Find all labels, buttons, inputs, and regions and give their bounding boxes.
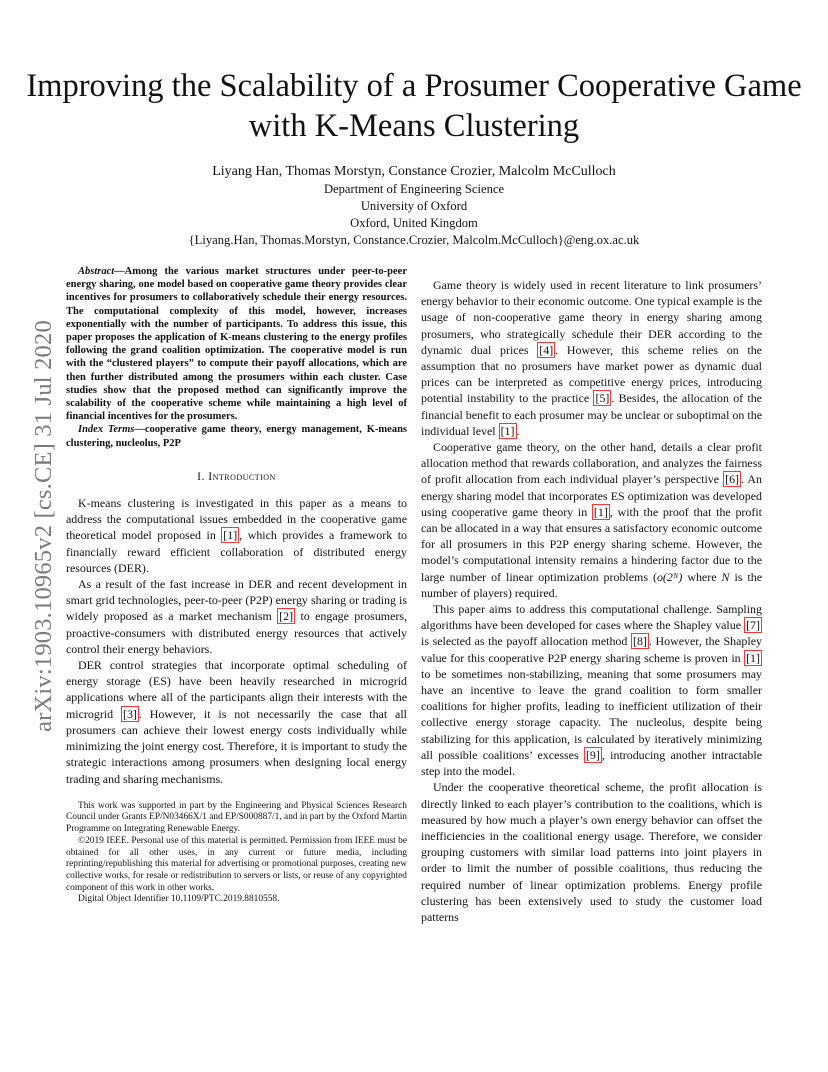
math-variable: N: [721, 569, 730, 584]
abstract-lead: Abstract: [78, 266, 115, 277]
citation-link[interactable]: [8]: [632, 634, 647, 649]
affiliation-block: [0, 181, 828, 249]
citation-link[interactable]: [1]: [593, 504, 608, 519]
citation-link[interactable]: [1]: [500, 423, 515, 438]
abstract-text: —Among the various market structures under peer-to-peer energy sharing, one model based on cooperative game theory provides clear incentives for prosumers to collaboratively schedule their energy resources. The computational complexity of this model, however, increases exponentially with the number of participants. To address this issue, this paper proposes the application of K-means clustering to the energy profiles following the grand coalition optimization. The cooperative model is run with the “clustered players” to compute their payoff allocations, which are then further distributed among the prosumers within each cluster. Case studies show that the proposed method can significantly improve the scalability of the cooperative scheme while maintaining a high level of financial incentives for the prosumers.: [66, 266, 407, 423]
citation-link[interactable]: [1]: [746, 650, 760, 665]
paragraph: This paper aims to address this computational challenge. Sampling algorithms have been developed for cases where the Shapley value [7] is selected as the payoff allocation method [8] . However, the Shapley value for this cooperative P2P energy sharing scheme is proven in [1] to be sometimes non-stabilizing, meaning that some prosumers may have an incentive to leave the grand coalition to form smaller coalitions for higher profits, leading to inefficient utilization of their collective energy storage capacity. The nucleolus, despite being stabilizing for this application, is calculated by iteratively minimizing all possible coalitions’ excesses [9] , introducing another intractable step into the model.: [421, 602, 762, 779]
footnote-doi: Digital Object Identifier 10.1109/PTC.2019.8810558.: [78, 894, 280, 905]
section-name: Introduction: [208, 470, 276, 483]
affiliation-line: University of Oxford: [360, 199, 468, 213]
index-terms-text: —cooperative game theory, energy management, K-means clustering, nucleolus, P2P: [66, 424, 407, 449]
arxiv-stamp: [20, 296, 68, 756]
affiliation-line: Oxford, United Kingdom: [350, 216, 478, 230]
index-terms-lead: Index Terms: [78, 424, 135, 436]
citation-link[interactable]: [5]: [595, 391, 610, 406]
footnote-copyright: ©2019 IEEE. Personal use of this material is permitted. Permission from IEEE must be obtained for all other uses, in any current or future media, including reprinting/republishing this material for advertising or promotional purposes, creating new collective works, for resale or redistribution to servers or lists, or reuse of any copyrighted component of this work in other works.: [66, 835, 407, 893]
citation-link[interactable]: [3]: [122, 706, 137, 721]
section-number: I.: [197, 470, 209, 483]
footnotes: [66, 801, 407, 906]
paragraph: Under the cooperative theoretical scheme, the profit allocation is directly linked to each player’s contribution to the coalitions, which is measured by how much a player’s own energy behavior can offset the inefficiencies in the coalitional energy usage. Therefore, we consider grouping customers with similar load patterns into joint players in order to limit the number of possible coalitions, thus reducing the required number of linear optimization problems. Energy profile clustering has been extensively used to study the customer load patterns: [421, 780, 762, 924]
math-complexity: o(2ᴺ): [656, 569, 683, 584]
paragraph: Game theory is widely used in recent literature to link prosumers’ energy behavior to their economic outcome. One typical example is the usage of non-cooperative game theory in energy sharing among prosumers, who strategically schedule their DER according to the dynamic dual prices [4] . However, this scheme relies on the assumption that no prosumers have market power as dynamic dual prices can be interpreted as competitive energy prices, introducing potential instability to the practice [5] . Besides, the allocation of the financial benefit to each prosumer may be unclear or suboptimal on the individual level [1] .: [421, 278, 762, 438]
arxiv-identifier: arXiv:1903.10965v2 [cs.CE] 31 Jul 2020: [30, 320, 58, 732]
paragraph: Cooperative game theory, on the other hand, details a clear profit allocation method that rewards collaboration, and analyzes the fairness of profit allocation from each individual player’s perspective [6] . An energy sharing model that incorporates ES optimization was developed using cooperative game theory in [1] , with the proof that the profit can be allocated in a way that ensures a satisfactory economic outcome for all prosumers in this P2P energy sharing scheme. However, the model’s computational intensity remains a hindering factor due to the large number of linear optimization problems (o(2ᴺ) where N is the number of players) required.: [421, 440, 762, 600]
right-column: [421, 277, 762, 925]
left-column: [66, 265, 407, 906]
paragraph: DER control strategies that incorporate optimal scheduling of energy storage (ES) have been heavily researched in microgrid applications where all of the participants align their interests with the microgrid [3] . However, it is not necessarily the case that all prosumers can achieve their lowest energy costs individually while minimizing the joint energy cost. Therefore, it is important to study the strategic interactions among prosumers when designing local energy trading and sharing mechanisms.: [66, 658, 407, 786]
citation-link[interactable]: [9]: [585, 747, 600, 762]
affiliation-line: Department of Engineering Science: [323, 182, 505, 196]
citation-link[interactable]: [7]: [746, 618, 760, 633]
abstract: [66, 265, 407, 423]
footnote-funding: This work was supported in part by the Engineering and Physical Sciences Research Council under Grants EP/N03466X/1 and EP/S000887/1, and in part by the Oxford Martin Programme on Integrating Renewable Energy.: [66, 800, 407, 835]
citation-link[interactable]: [1]: [223, 528, 238, 543]
paper-title: Improving the Scalability of a Prosumer Cooperative Game with K-Means Clustering: [26, 68, 802, 144]
citation-link[interactable]: [2]: [279, 609, 294, 624]
citation-link[interactable]: [4]: [539, 342, 554, 357]
paragraph: K-means clustering is investigated in this paper as a means to address the computational issues embedded in the cooperative game theoretical model proposed in [1] , which provides a framework to financially reward efficient collaboration of distributed energy resources (DER).: [66, 496, 407, 575]
author-emails: {Liyang.Han, Thomas.Morstyn, Constance.Crozier, Malcolm.McCulloch}@eng.ox.ac.uk: [188, 233, 640, 247]
citation-link[interactable]: [6]: [725, 472, 740, 487]
section-heading-introduction: [66, 469, 407, 485]
index-terms: [66, 423, 407, 449]
paragraph: As a result of the fast increase in DER and recent development in smart grid technologies, peer-to-peer (P2P) energy sharing or trading is widely proposed as a market mechanism [2] to engage prosumers, proactive-consumers with distributed energy resources that actively control their energy behaviors.: [66, 577, 407, 656]
author-list: Liyang Han, Thomas Morstyn, Constance Crozier, Malcolm McCulloch: [212, 164, 616, 179]
